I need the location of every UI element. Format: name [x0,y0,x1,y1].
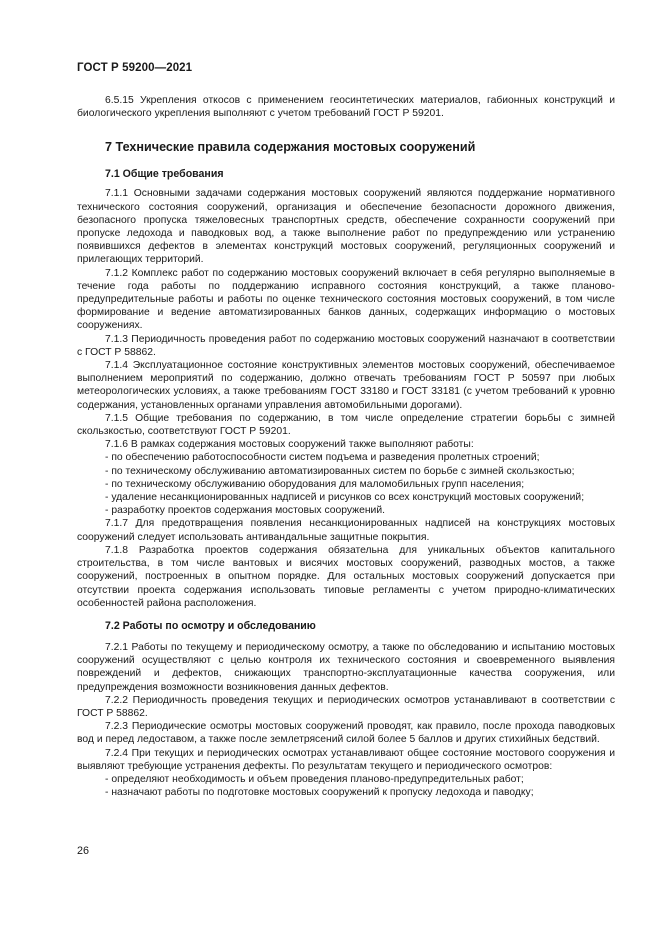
section-7-title: 7 Технические правила содержания мостовых сооружений [105,140,476,155]
paragraph-7-1-4: 7.1.4 Эксплуатационное состояние конструктивных элементов мостовых сооружений, обеспечиваемое выполнением мероприятий по содержанию, должно отвечать требованиям ГОСТ Р 50597 при любых метеорологических условиях, а также требованиям ГОСТ 33180 и ГОСТ 33181 (с учетом требований к уровню содержания, установленных органами управления автомобильными дорогами). [77,360,615,411]
paragraph-6-5-15: 6.5.15 Укрепления откосов с применением геосинтетических материалов, габионных конструкций и биологического укрепления выполняют с учетом требований ГОСТ Р 59201. [77,95,615,120]
paragraph-7-1-2: 7.1.2 Комплекс работ по содержанию мостовых сооружений включает в себя регулярно выполняемые в течение года работы по поддержанию исправного состояния конструкций, а также планово-предупредительные работы и работы по оценке технического состояния мостовых сооружений, в том числе формирование и ведение автоматизированных банков данных, содержащих информацию о мостовых сооружениях. [77,267,615,332]
paragraph-7-1-5: 7.1.5 Общие требования по содержанию, в том числе определение стратегии борьбы с зимней скользкостью, соответствуют ГОСТ Р 59201. [77,412,615,438]
document-body [77,94,615,799]
list-item: - назначают работы по подготовке мостовых сооружений к пропуску ледохода и паводку; [105,787,534,799]
list-item: - по техническому обслуживанию оборудования для маломобильных групп населения; [105,478,525,490]
list-item: - удаление несанкционированных надписей и рисунков со всех конструкций мостовых сооружений; [105,492,585,504]
list-item: - определяют необходимость и объем проведения планово-предупредительных работ; [105,773,524,785]
subsection-7-1-title: 7.1 Общие требования [105,168,224,181]
subsection-7-2-title: 7.2 Работы по осмотру и обследованию [105,619,316,632]
paragraph-7-1-8: 7.1.8 Разработка проектов содержания обязательна для уникальных объектов капитального строительства, в том числе вантовых и висячих мостовых сооружений, разводных мостов, а также сооружений, построенных в опытном порядке. Для остальных мостовых сооружений допускается при отсутствии проекта содержания использовать типовые регламенты с учетом природно-климатических особенностей района расположения. [77,544,615,609]
paragraph-7-2-2: 7.2.2 Периодичность проведения текущих и периодических осмотров устанавливают в соответствии с ГОСТ Р 58862. [77,694,615,719]
paragraph-7-1-1: 7.1.1 Основными задачами содержания мостовых сооружений являются поддержание нормативного технического состояния сооружений, организация и обеспечение безопасности дорожного движения, безопасного пропуска тяжеловесных транспортных средств, обеспечение сохранности сооружений при пропуске ледохода и паводковых вод, а также выполнение работ по предупреждению или устранению появившихся дефектов в элементах конструкций мостовых сооружений, регуляционных сооружений и прилегающих территорий. [77,188,615,266]
paragraph-7-1-6: 7.1.6 В рамках содержания мостовых сооружений также выполняют работы: [105,439,474,451]
paragraph-7-1-3: 7.1.3 Периодичность проведения работ по содержанию мостовых сооружений назначают в соответствии с ГОСТ Р 58862. [77,333,615,358]
paragraph-7-1-7: 7.1.7 Для предотвращения появления несанкционированных надписей на конструкциях мостовых сооружений следует использовать антивандальные защитные покрытия. [77,518,615,543]
paragraph-7-2-4: 7.2.4 При текущих и периодических осмотрах устанавливают общее состояние мостового сооружения и выявляют требующие устранения дефекты. По результатам текущего и периодического осмотров: [77,747,615,772]
document-header: ГОСТ Р 59200—2021 [77,62,193,74]
list-item: - разработку проектов содержания мостовых сооружений. [105,505,385,517]
page-number: 26 [77,845,90,857]
list-item: - по обеспечению работоспособности систем подъема и разведения пролетных строений; [105,452,540,464]
paragraph-7-2-3: 7.2.3 Периодические осмотры мостовых сооружений проводят, как правило, после прохода паводковых вод и перед ледоставом, а также после землетрясений силой более 5 баллов и других стихийных бедствий. [77,721,615,746]
list-item: - по техническому обслуживанию автоматизированных систем по борьбе с зимней скользкостью; [105,465,575,477]
paragraph-7-2-1: 7.2.1 Работы по текущему и периодическому осмотру, а также по обследованию и испытанию мостовых сооружений осуществляют с целью контроля их технического состояния и своевременного выявления повреждений и дефектов, снижающих транспортно-эксплуатационные качества сооружения, или предупреждения возможности возникновения данных дефектов. [77,641,615,693]
